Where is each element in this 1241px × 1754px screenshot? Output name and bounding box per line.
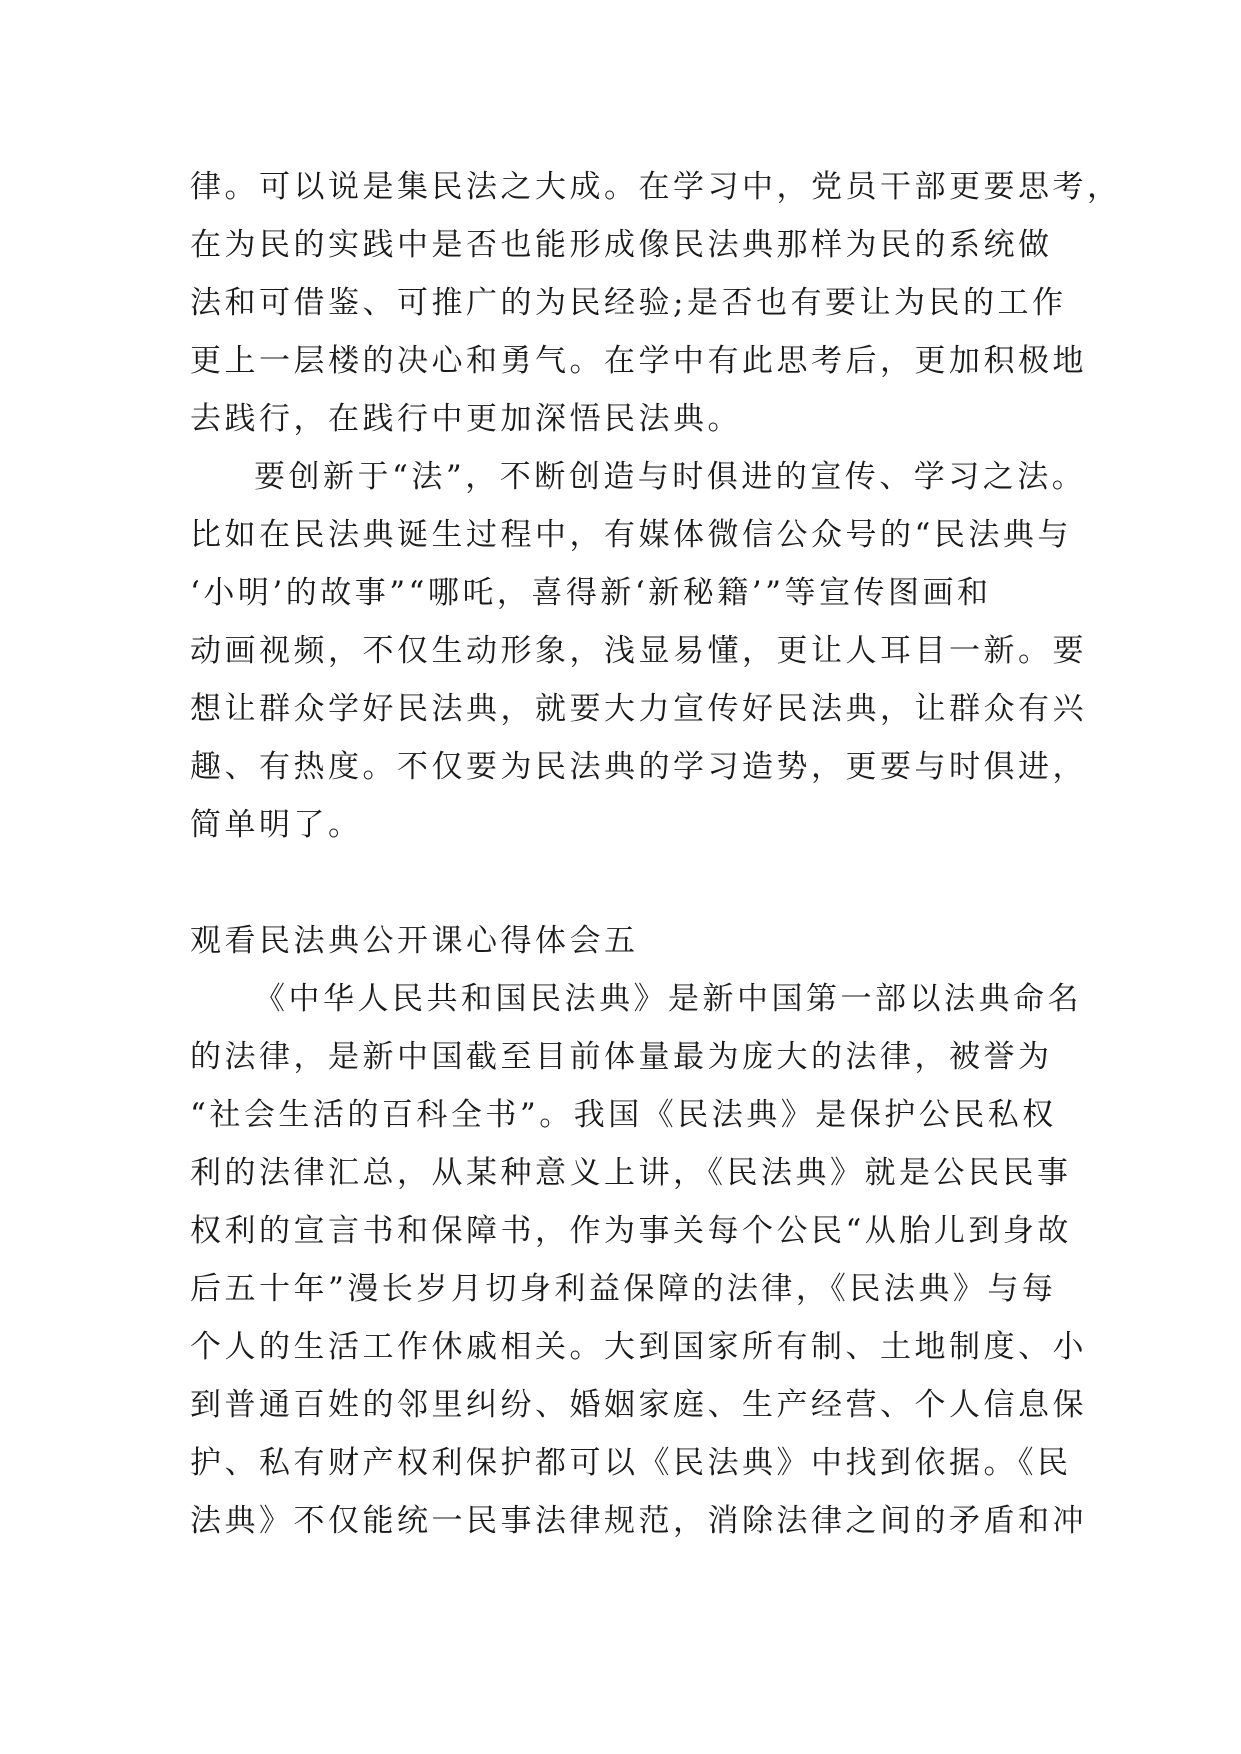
paragraph-line: 在为民的实践中是否也能形成像民法典那样为民的系统做 bbox=[190, 227, 1053, 263]
paragraph-3 bbox=[190, 970, 1087, 1550]
paragraph-line: 法和可借鉴、可推广的为民经验;是否也有要让为民的工作 bbox=[190, 285, 1067, 321]
paragraph-line: 个人的生活工作休戚相关。大到国家所有制、土地制度、小 bbox=[190, 1329, 1087, 1365]
paragraph-line: 动画视频，不仅生动形象，浅显易懂，更让人耳目一新。要 bbox=[190, 633, 1087, 669]
paragraph-line: 想让群众学好民法典，就要大力宣传好民法典，让群众有兴 bbox=[190, 691, 1087, 727]
paragraph-line: 《中华人民共和国民法典》是新中国第一部以法典命名 bbox=[254, 981, 1082, 1017]
paragraph-line: 更上一层楼的决心和勇气。在学中有此思考后，更加积极地 bbox=[190, 343, 1087, 379]
paragraph-line: 要创新于“法”，不断创造与时俱进的宣传、学习之法。 bbox=[254, 459, 1087, 495]
paragraph-line: 权利的宣言书和保障书，作为事关每个公民“从胎儿到身故 bbox=[190, 1213, 1072, 1249]
section-heading-text: 观看民法典公开课心得体会五 bbox=[190, 923, 639, 959]
paragraph-line: 比如在民法典诞生过程中，有媒体微信公众号的“民法典与 bbox=[190, 517, 1072, 553]
paragraph-line: ‘小明’的故事”“哪吒，喜得新‘新秘籍’”等宣传图画和 bbox=[190, 575, 992, 611]
paragraph-line: 简单明了。 bbox=[190, 807, 363, 843]
paragraph-line: “社会生活的百科全书”。我国《民法典》是保护公民私权 bbox=[190, 1097, 1057, 1133]
paragraph-line: 去践行，在践行中更加深悟民法典。 bbox=[190, 401, 742, 437]
paragraph-line: 法典》不仅能统一民事法律规范，消除法律之间的矛盾和冲 bbox=[190, 1503, 1087, 1539]
paragraph-line: 律。可以说是集民法之大成。在学习中，党员干部更要思考， bbox=[190, 169, 1122, 205]
paragraph-line: 利的法律汇总，从某种意义上讲，《民法典》就是公民民事 bbox=[190, 1155, 1072, 1191]
paragraph-line: 后五十年”漫长岁月切身利益保障的法律，《民法典》与每 bbox=[190, 1271, 1057, 1307]
paragraph-line: 趣、有热度。不仅要为民法典的学习造势，更要与时俱进， bbox=[190, 749, 1087, 785]
paragraph-line: 到普通百姓的邻里纠纷、婚姻家庭、生产经营、个人信息保 bbox=[190, 1387, 1087, 1423]
paragraph-line: 护、私有财产权利保护都可以《民法典》中找到依据。《民 bbox=[190, 1445, 1072, 1481]
section-heading bbox=[190, 912, 1070, 970]
paragraph-2 bbox=[190, 448, 1087, 854]
paragraph-1 bbox=[190, 158, 1122, 448]
paragraph-line: 的法律，是新中国截至目前体量最为庞大的法律，被誉为 bbox=[190, 1039, 1053, 1075]
